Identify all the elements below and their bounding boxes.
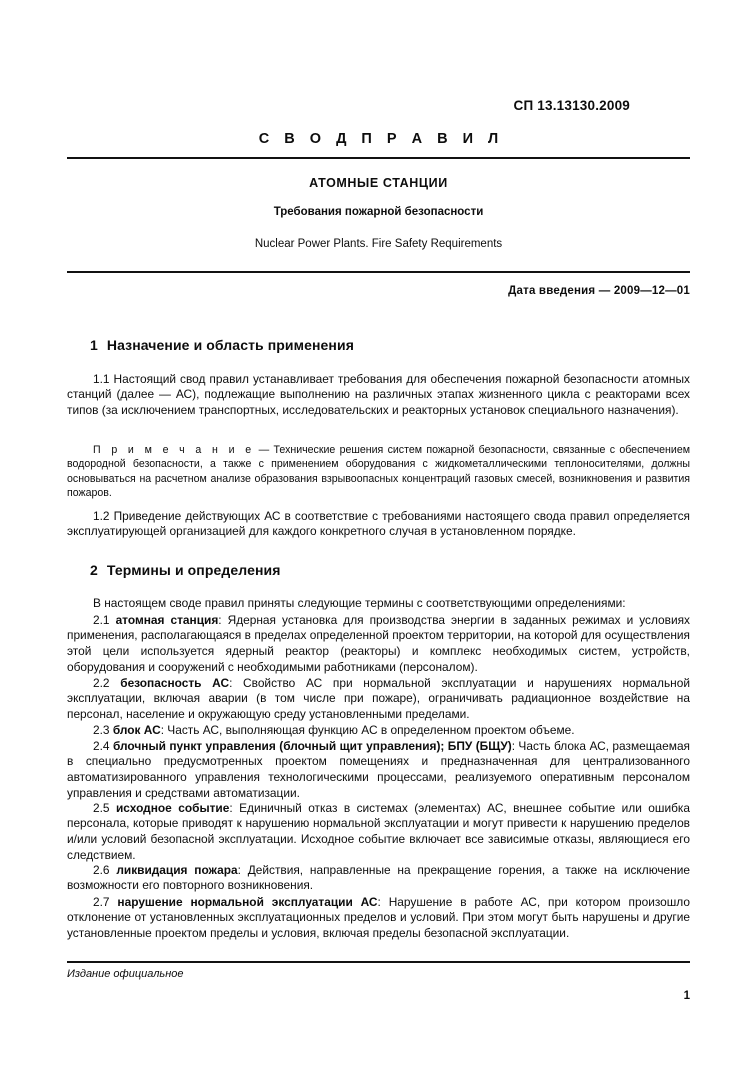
- section-1-number: 1: [90, 336, 98, 353]
- term-definition-2-6: [67, 863, 690, 894]
- term-text-2-6: : Действия, направленные на прекращение горения, а также на исключение возможности его повторного возникновения.: [67, 862, 690, 893]
- term-number-2-5: 2.5: [93, 800, 110, 815]
- term-name-2-6: ликвидация пожара: [116, 862, 238, 877]
- term-number-2-1: 2.1: [93, 612, 110, 627]
- term-name-2-1: атомная станция: [115, 612, 219, 627]
- note-label: П р и м е ч а н и е: [93, 443, 255, 456]
- introduction-date: Дата введения — 2009—12—01: [508, 285, 690, 297]
- section-2-lead: В настоящем своде правил приняты следующие термины с соответствующими определениями:: [93, 595, 626, 610]
- term-name-2-4: блочный пункт управления (блочный щит управления); БПУ (БЩУ): [112, 738, 512, 753]
- document-kind-label: С В О Д П Р А В И Л: [258, 131, 504, 147]
- note-text: — Технические решения систем пожарной безопасности, связанные с обеспечением водородной безопасности, а также с применением оборудования с жидкометаллическими теплоносителями, должны основываться на расчетном анализе образования взрывоопасных концентраций газовых смесей, возникновения и развития пожаров.: [67, 443, 690, 500]
- term-name-2-5: исходное событие: [115, 800, 230, 815]
- term-text-2-1: : Ядерная установка для производства энергии в заданных режимах и условиях применения, располагающаяся в пределах определенной проектом территории, на которой для осуществления этой цели используется ядерный реактор (реакторы) и комплекс необходимых систем, устройств, оборудования и сооружений с необходимыми работниками (персоналом).: [67, 612, 691, 674]
- document-title-english: Nuclear Power Plants. Fire Safety Requirements: [254, 238, 503, 250]
- term-name-2-3: блок АС: [112, 722, 161, 737]
- term-text-2-4: : Часть блока АС, размещаемая в специально предусмотренных проектом помещениях и предназначенная для централизованного автоматизированного управления технологическими процессами, реализуемого оперативным персоналом управления и средствами автоматизации.: [67, 738, 690, 800]
- header-divider-bottom: [67, 271, 690, 273]
- term-definition-2-7: [67, 895, 690, 942]
- term-definition-2-1: [67, 613, 690, 675]
- term-number-2-6: 2.6: [93, 862, 110, 877]
- term-number-2-3: 2.3: [93, 722, 110, 737]
- document-title-main: АТОМНЫЕ СТАНЦИИ: [309, 176, 448, 190]
- section-1-title: Назначение и область применения: [106, 336, 354, 353]
- term-text-2-3: : Часть АС, выполняющая функцию АС в определенном проектом объеме.: [160, 722, 575, 737]
- term-number-2-7: 2.7: [93, 894, 110, 909]
- section-2-number: 2: [90, 561, 98, 578]
- page-number: 1: [683, 990, 690, 1002]
- term-name-2-2: безопасность АС: [120, 675, 230, 690]
- term-number-2-2: 2.2: [93, 675, 110, 690]
- section-heading-1: [90, 337, 354, 353]
- term-definition-2-4: [67, 739, 690, 801]
- document-title-subtitle: Требования пожарной безопасности: [273, 206, 484, 218]
- header-divider-top: [67, 157, 690, 159]
- paragraph-note: [67, 443, 690, 501]
- footer-divider: [67, 961, 690, 963]
- section-2-title: Термины и определения: [106, 561, 281, 578]
- term-text-2-5: : Единичный отказ в системах (элементах) АС, внешнее событие или ошибка персонала, которые приводят к нарушению нормальной эксплуатации и могут привести к нарушению пределов и/или условий безопасной эксплуатации. Исходное событие включает все зависимые отказы, являющиеся его следствием.: [67, 800, 690, 862]
- term-name-2-7: нарушение нормальной эксплуатации АС: [117, 894, 378, 909]
- paragraph-1-1: 1.1 Настоящий свод правил устанавливает требования для обеспечения пожарной безопасности атомных станций (далее — АС), подлежащие выполнению на различных этапах жизненного цикла с реакторами всех типов (за исключением транспортных, исследовательских и реакторных установок специального назначения).: [67, 371, 690, 418]
- term-number-2-4: 2.4: [93, 738, 110, 753]
- term-definition-2-5: [67, 801, 690, 863]
- footer-edition-note: Издание официальное: [67, 968, 184, 980]
- term-text-2-2: : Свойство АС при нормальной эксплуатации и нарушениях нормальной эксплуатации, включая аварии (в том числе при пожаре), ограничивать радиационное воздействие на персонал, население и окружающую среду установленными пределами.: [67, 675, 690, 722]
- paragraph-1-2: 1.2 Приведение действующих АС в соответствие с требованиями настоящего свода правил определяется эксплуатирующей организацией для каждого конкретного случая в установленном порядке.: [67, 508, 690, 539]
- document-code: СП 13.13130.2009: [513, 98, 630, 113]
- term-text-2-7: : Нарушение в работе АС, при котором произошло отклонение от установленных эксплуатационных пределов и условий. При этом могут быть нарушены и другие установленные проектом пределы и условия, включая пределы безопасной эксплуатации.: [67, 894, 690, 941]
- term-definition-2-2: [67, 676, 690, 723]
- section-heading-2: [90, 562, 281, 578]
- term-definition-2-3: [67, 723, 690, 739]
